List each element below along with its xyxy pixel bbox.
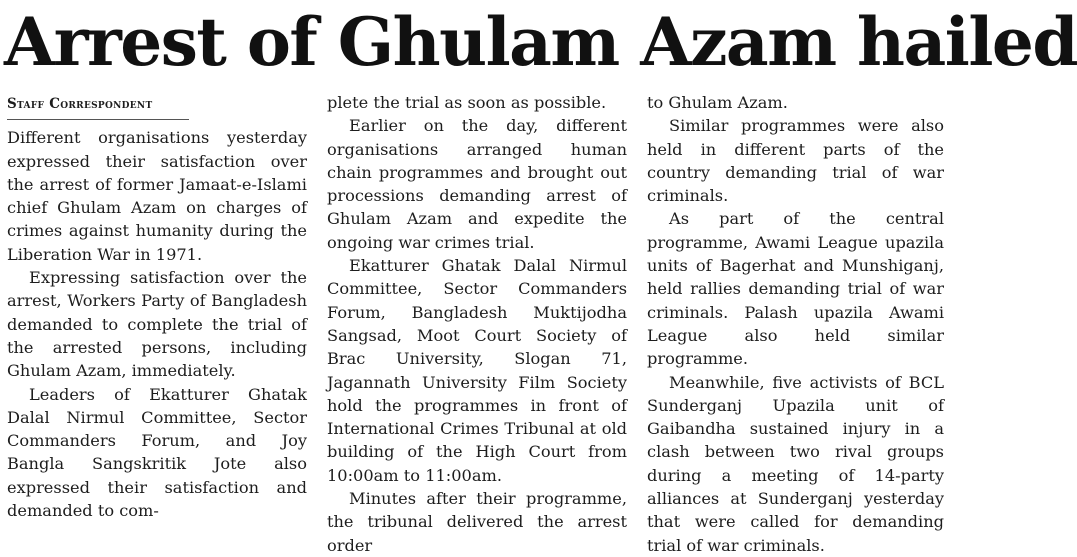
headline: Arrest of Ghulam Azam hailed bbox=[4, 3, 1077, 81]
paragraph-continued: plete the trial as soon as possible. bbox=[327, 93, 607, 112]
paragraph: Similar programmes were also held in different parts of the country demanding trial of war criminals. bbox=[647, 116, 944, 206]
article-column-1 bbox=[7, 93, 307, 522]
paragraph: Different organisations yesterday expressed their satisfaction over the arrest of former Jamaat-e-Islami chief Ghulam Azam on charges of crimes against humanity during the Liberation War in 1971. bbox=[7, 128, 307, 264]
byline: Staff Correspondent bbox=[7, 93, 189, 120]
article-column-3 bbox=[647, 91, 944, 557]
paragraph: Leaders of Ekatturer Ghatak Dalal Nirmul Committee, Sector Commanders Forum, and Joy Bangla Sangskritik Jote also expressed their satisfaction and demanded to com- bbox=[7, 384, 307, 521]
paragraph: Meanwhile, five activists of BCL Sunderganj Upazila unit of Gaibandha sustained injury in a clash between two rival groups during a meeting of 14-party alliances at Sunderganj yesterday that were called for demanding trial of war criminals. bbox=[647, 372, 944, 555]
paragraph: Expressing satisfaction over the arrest, Workers Party of Bangladesh demanded to complete the trial of the arrested persons, including Ghulam Azam, immediately. bbox=[7, 268, 307, 381]
paragraph: Earlier on the day, different organisations arranged human chain programmes and brought out processions demanding arrest of Ghulam Azam and expedite the ongoing war crimes trial. bbox=[327, 116, 627, 252]
paragraph-continued: to Ghulam Azam. bbox=[647, 93, 788, 112]
paragraph: Ekatturer Ghatak Dalal Nirmul Committee, Sector Commanders Forum, Bangladesh Muktijodha Sangsad, Moot Court Society of Brac University, Slogan 71, Jagannath University Film Society hold the programmes in front of International Crimes Tribunal at old building of the High Court from 10:00am to 11:00am. bbox=[327, 256, 627, 485]
paragraph: Minutes after their programme, the tribunal delivered the arrest order bbox=[327, 489, 627, 555]
article-column-2 bbox=[327, 91, 627, 557]
paragraph: As part of the central programme, Awami League upazila units of Bagerhat and Munshiganj, held rallies demanding trial of war criminals. Palash upazila Awami League also held similar programme. bbox=[647, 209, 944, 369]
